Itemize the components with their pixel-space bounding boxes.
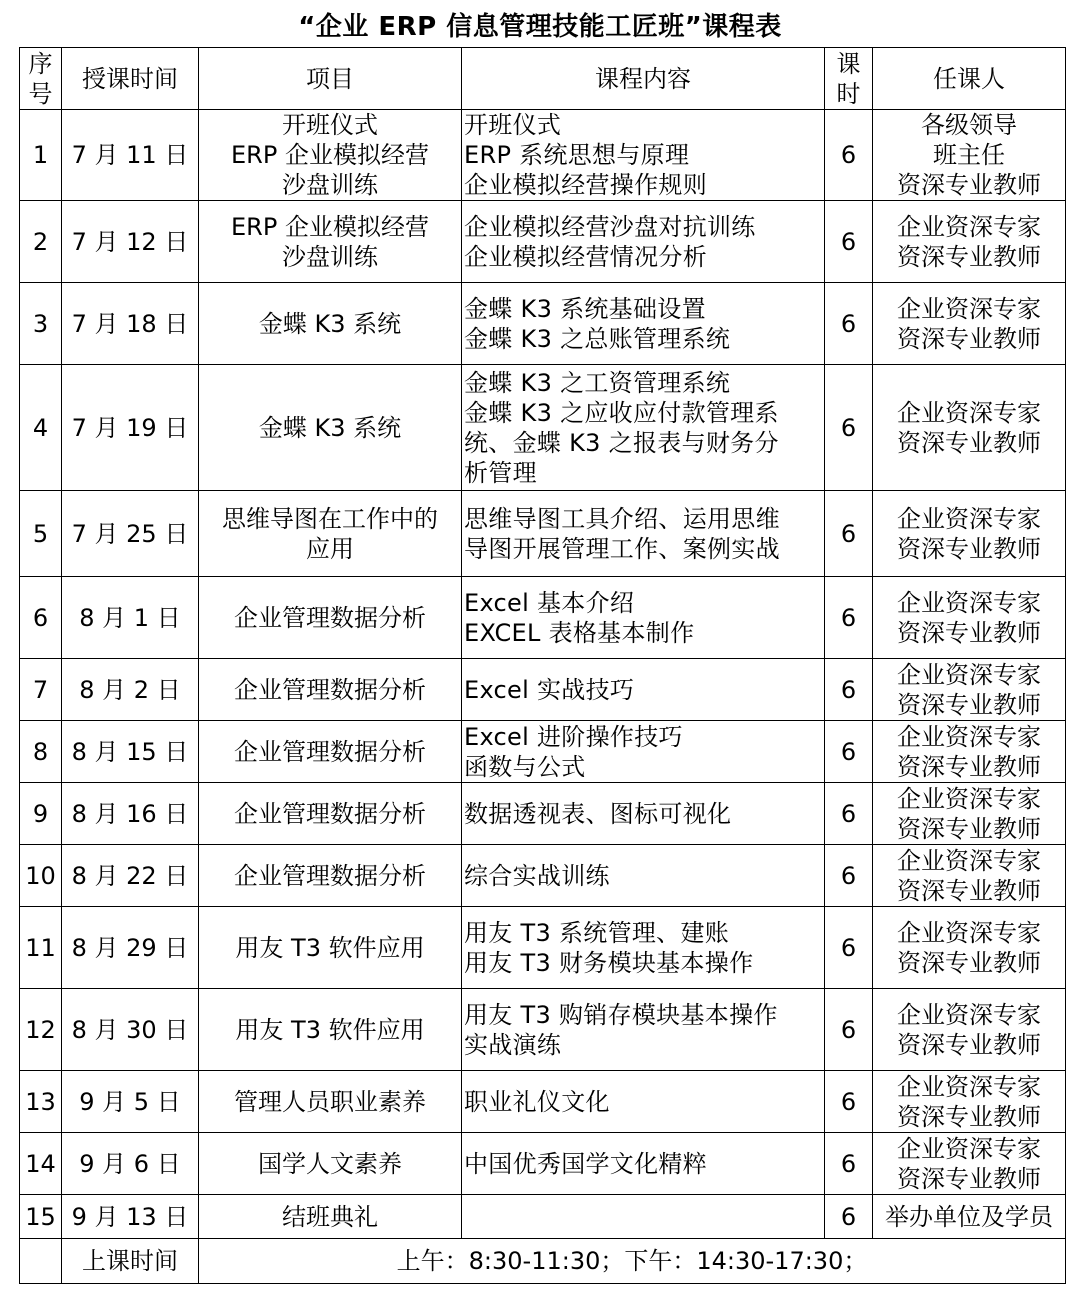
table-row (20, 201, 1066, 283)
row-number: 1 (20, 110, 62, 201)
row-project: 企业管理数据分析 (199, 577, 462, 659)
header-project: 项目 (199, 48, 462, 110)
table-row (20, 845, 1066, 907)
row-date: 9 月 6 日 (62, 1133, 199, 1195)
row-project: 开班仪式 ERP 企业模拟经营 沙盘训练 (199, 110, 462, 201)
row-number: 3 (20, 283, 62, 365)
schedule-table (19, 47, 1066, 1284)
row-hours: 6 (825, 201, 873, 283)
header-date: 授课时间 (62, 48, 199, 110)
row-project: 国学人文素养 (199, 1133, 462, 1195)
row-teacher: 企业资深专家 资深专业教师 (873, 365, 1066, 491)
row-number: 5 (20, 491, 62, 577)
row-hours: 6 (825, 659, 873, 721)
row-project: 金蝶 K3 系统 (199, 365, 462, 491)
row-number: 7 (20, 659, 62, 721)
row-hours: 6 (825, 110, 873, 201)
row-number: 15 (20, 1195, 62, 1239)
row-number: 6 (20, 577, 62, 659)
row-content: 思维导图工具介绍、运用思维 导图开展管理工作、案例实战 (462, 491, 825, 577)
row-content (462, 1195, 825, 1239)
row-date: 8 月 30 日 (62, 989, 199, 1071)
row-hours: 6 (825, 491, 873, 577)
row-hours: 6 (825, 1071, 873, 1133)
table-row (20, 659, 1066, 721)
row-hours: 6 (825, 907, 873, 989)
row-hours: 6 (825, 1133, 873, 1195)
row-date: 7 月 19 日 (62, 365, 199, 491)
row-date: 8 月 15 日 (62, 721, 199, 783)
table-row (20, 110, 1066, 201)
table-row (20, 989, 1066, 1071)
row-teacher: 企业资深专家 资深专业教师 (873, 783, 1066, 845)
row-number: 14 (20, 1133, 62, 1195)
row-number: 13 (20, 1071, 62, 1133)
row-teacher: 举办单位及学员 (873, 1195, 1066, 1239)
row-project: 企业管理数据分析 (199, 659, 462, 721)
row-teacher: 企业资深专家 资深专业教师 (873, 201, 1066, 283)
row-content: 综合实战训练 (462, 845, 825, 907)
row-date: 8 月 16 日 (62, 783, 199, 845)
row-content: 职业礼仪文化 (462, 1071, 825, 1133)
row-content: 中国优秀国学文化精粹 (462, 1133, 825, 1195)
row-teacher: 各级领导 班主任 资深专业教师 (873, 110, 1066, 201)
row-hours: 6 (825, 283, 873, 365)
header-no: 序 号 (20, 48, 62, 110)
row-project: 金蝶 K3 系统 (199, 283, 462, 365)
footer-blank-cell (20, 1239, 62, 1284)
header-content: 课程内容 (462, 48, 825, 110)
row-teacher: 企业资深专家 资深专业教师 (873, 577, 1066, 659)
row-date: 8 月 1 日 (62, 577, 199, 659)
header-row (20, 48, 1066, 110)
row-date: 7 月 18 日 (62, 283, 199, 365)
row-date: 8 月 29 日 (62, 907, 199, 989)
table-row (20, 491, 1066, 577)
row-number: 8 (20, 721, 62, 783)
row-teacher: 企业资深专家 资深专业教师 (873, 283, 1066, 365)
row-date: 7 月 11 日 (62, 110, 199, 201)
row-date: 8 月 2 日 (62, 659, 199, 721)
row-teacher: 企业资深专家 资深专业教师 (873, 1133, 1066, 1195)
table-row (20, 1071, 1066, 1133)
row-teacher: 企业资深专家 资深专业教师 (873, 907, 1066, 989)
row-project: 企业管理数据分析 (199, 845, 462, 907)
row-date: 9 月 5 日 (62, 1071, 199, 1133)
row-number: 11 (20, 907, 62, 989)
row-project: 企业管理数据分析 (199, 783, 462, 845)
row-number: 2 (20, 201, 62, 283)
row-teacher: 企业资深专家 资深专业教师 (873, 491, 1066, 577)
row-content: 数据透视表、图标可视化 (462, 783, 825, 845)
row-content: 用友 T3 购销存模块基本操作 实战演练 (462, 989, 825, 1071)
header-teacher: 任课人 (873, 48, 1066, 110)
row-teacher: 企业资深专家 资深专业教师 (873, 845, 1066, 907)
table-row (20, 783, 1066, 845)
table-row (20, 577, 1066, 659)
table-row (20, 365, 1066, 491)
row-content: Excel 实战技巧 (462, 659, 825, 721)
row-hours: 6 (825, 1195, 873, 1239)
row-content: 金蝶 K3 系统基础设置 金蝶 K3 之总账管理系统 (462, 283, 825, 365)
row-project: ERP 企业模拟经营 沙盘训练 (199, 201, 462, 283)
row-project: 思维导图在工作中的 应用 (199, 491, 462, 577)
row-content: 金蝶 K3 之工资管理系统 金蝶 K3 之应收应付款管理系 统、金蝶 K3 之报表与财务分 析管理 (462, 365, 825, 491)
row-hours: 6 (825, 989, 873, 1071)
row-date: 7 月 25 日 (62, 491, 199, 577)
row-hours: 6 (825, 365, 873, 491)
row-content: 开班仪式 ERP 系统思想与原理 企业模拟经营操作规则 (462, 110, 825, 201)
page-title: “企业 ERP 信息管理技能工匠班”课程表 (298, 12, 782, 42)
row-project: 结班典礼 (199, 1195, 462, 1239)
row-date: 9 月 13 日 (62, 1195, 199, 1239)
row-project: 企业管理数据分析 (199, 721, 462, 783)
row-content: Excel 进阶操作技巧 函数与公式 (462, 721, 825, 783)
footer-label: 上课时间 (62, 1239, 199, 1284)
table-row (20, 721, 1066, 783)
row-hours: 6 (825, 783, 873, 845)
footer-row (20, 1239, 1066, 1284)
row-project: 管理人员职业素养 (199, 1071, 462, 1133)
row-hours: 6 (825, 845, 873, 907)
table-row (20, 1133, 1066, 1195)
table-row (20, 1195, 1066, 1239)
row-date: 7 月 12 日 (62, 201, 199, 283)
row-hours: 6 (825, 721, 873, 783)
row-teacher: 企业资深专家 资深专业教师 (873, 989, 1066, 1071)
row-content: Excel 基本介绍 EXCEL 表格基本制作 (462, 577, 825, 659)
header-hours: 课 时 (825, 48, 873, 110)
row-hours: 6 (825, 577, 873, 659)
footer-value: 上午：8:30-11:30；下午：14:30-17:30； (199, 1239, 1066, 1284)
row-number: 9 (20, 783, 62, 845)
row-teacher: 企业资深专家 资深专业教师 (873, 1071, 1066, 1133)
row-number: 12 (20, 989, 62, 1071)
row-content: 企业模拟经营沙盘对抗训练 企业模拟经营情况分析 (462, 201, 825, 283)
row-teacher: 企业资深专家 资深专业教师 (873, 659, 1066, 721)
row-project: 用友 T3 软件应用 (199, 989, 462, 1071)
row-number: 10 (20, 845, 62, 907)
row-project: 用友 T3 软件应用 (199, 907, 462, 989)
table-row (20, 907, 1066, 989)
table-row (20, 283, 1066, 365)
row-content: 用友 T3 系统管理、建账 用友 T3 财务模块基本操作 (462, 907, 825, 989)
row-teacher: 企业资深专家 资深专业教师 (873, 721, 1066, 783)
row-number: 4 (20, 365, 62, 491)
row-date: 8 月 22 日 (62, 845, 199, 907)
